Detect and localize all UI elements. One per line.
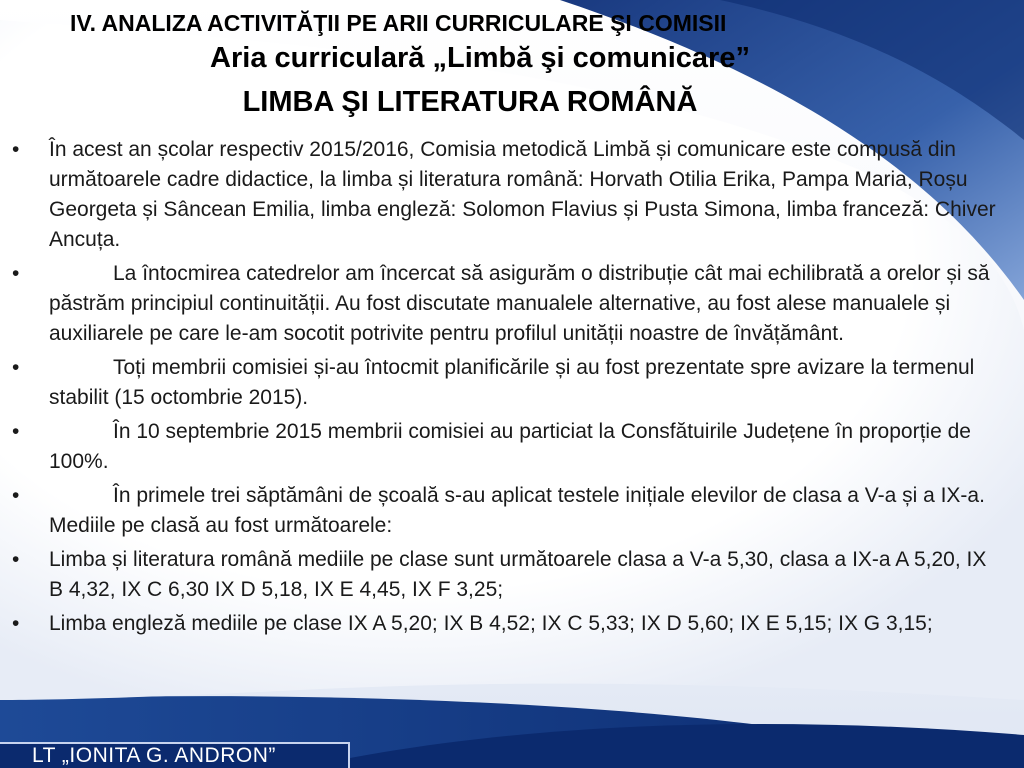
bullet-marker: •	[12, 262, 20, 285]
bullet-item	[10, 259, 1005, 349]
bullet-item	[10, 609, 1005, 639]
bullet-marker: •	[12, 612, 20, 635]
bullet-text: Limba și literatura română mediile pe clase sunt următoarele clasa a V-a 5,30, clasa a IX-a A 5,20, IX B 4,32, IX C 6,30 IX D 5,18, IX E 4,45, IX F 3,25;	[49, 548, 987, 601]
bullet-marker: •	[12, 484, 20, 507]
bullet-text: În acest an școlar respectiv 2015/2016, Comisia metodică Limbă și comunicare este compusă din următoarele cadre didactice, la limba și literatura română: Horvath Otilia Erika, Pampa Maria, Roșu Georgeta și Sâncean Emilia, limba engleză: Solomon Flavius și Pusta Simona, limba franceză: Chiver Ancuța.	[49, 138, 996, 251]
bullet-text: În 10 septembrie 2015 membrii comisiei au particiat la Consfătuirile Județene în proporție de 100%.	[49, 420, 971, 473]
bullet-marker: •	[12, 356, 20, 379]
bullet-text: În primele trei săptămâni de școală s-au aplicat testele inițiale elevilor de clasa a V-a și a IX-a. Mediile pe clasă au fost următoarele:	[49, 484, 985, 537]
bullet-item	[10, 353, 1005, 413]
bullet-text: Toți membrii comisiei și-au întocmit planificările și au fost prezentate spre avizare la termenul stabilit (15 octombrie 2015).	[49, 356, 975, 409]
bullet-item	[10, 545, 1005, 605]
section-heading: IV. ANALIZA ACTIVITĂŢII PE ARII CURRICULARE ŞI COMISII	[70, 10, 727, 36]
bullet-marker: •	[12, 420, 20, 443]
bullet-text: La întocmirea catedrelor am încercat să asigurăm o distribuție cât mai echilibrată a orelor și să păstrăm principiul continuității. Au fost discutate manualele alternative, au fost alese manualele și auxiliarele pe care le-am socotit potrivite pentru profilul unității noastre de învățământ.	[49, 262, 990, 345]
bullet-item	[10, 417, 1005, 477]
subject-title: LIMBA ŞI LITERATURA ROMÂNĂ	[242, 86, 698, 118]
curricular-area-title: Aria curriculară „Limbă şi comunicare”	[210, 42, 750, 74]
bullet-marker: •	[12, 548, 20, 571]
bullet-item	[10, 481, 1005, 541]
school-name-label: LT „IONITA G. ANDRON”	[32, 744, 276, 767]
bullet-marker: •	[12, 138, 20, 161]
bullet-list	[10, 135, 1005, 643]
bullet-item	[10, 135, 1005, 255]
footer-bar	[0, 742, 350, 768]
bullet-text: Limba engleză mediile pe clase IX A 5,20; IX B 4,52; IX C 5,33; IX D 5,60; IX E 5,15; IX G 3,15;	[49, 612, 933, 635]
